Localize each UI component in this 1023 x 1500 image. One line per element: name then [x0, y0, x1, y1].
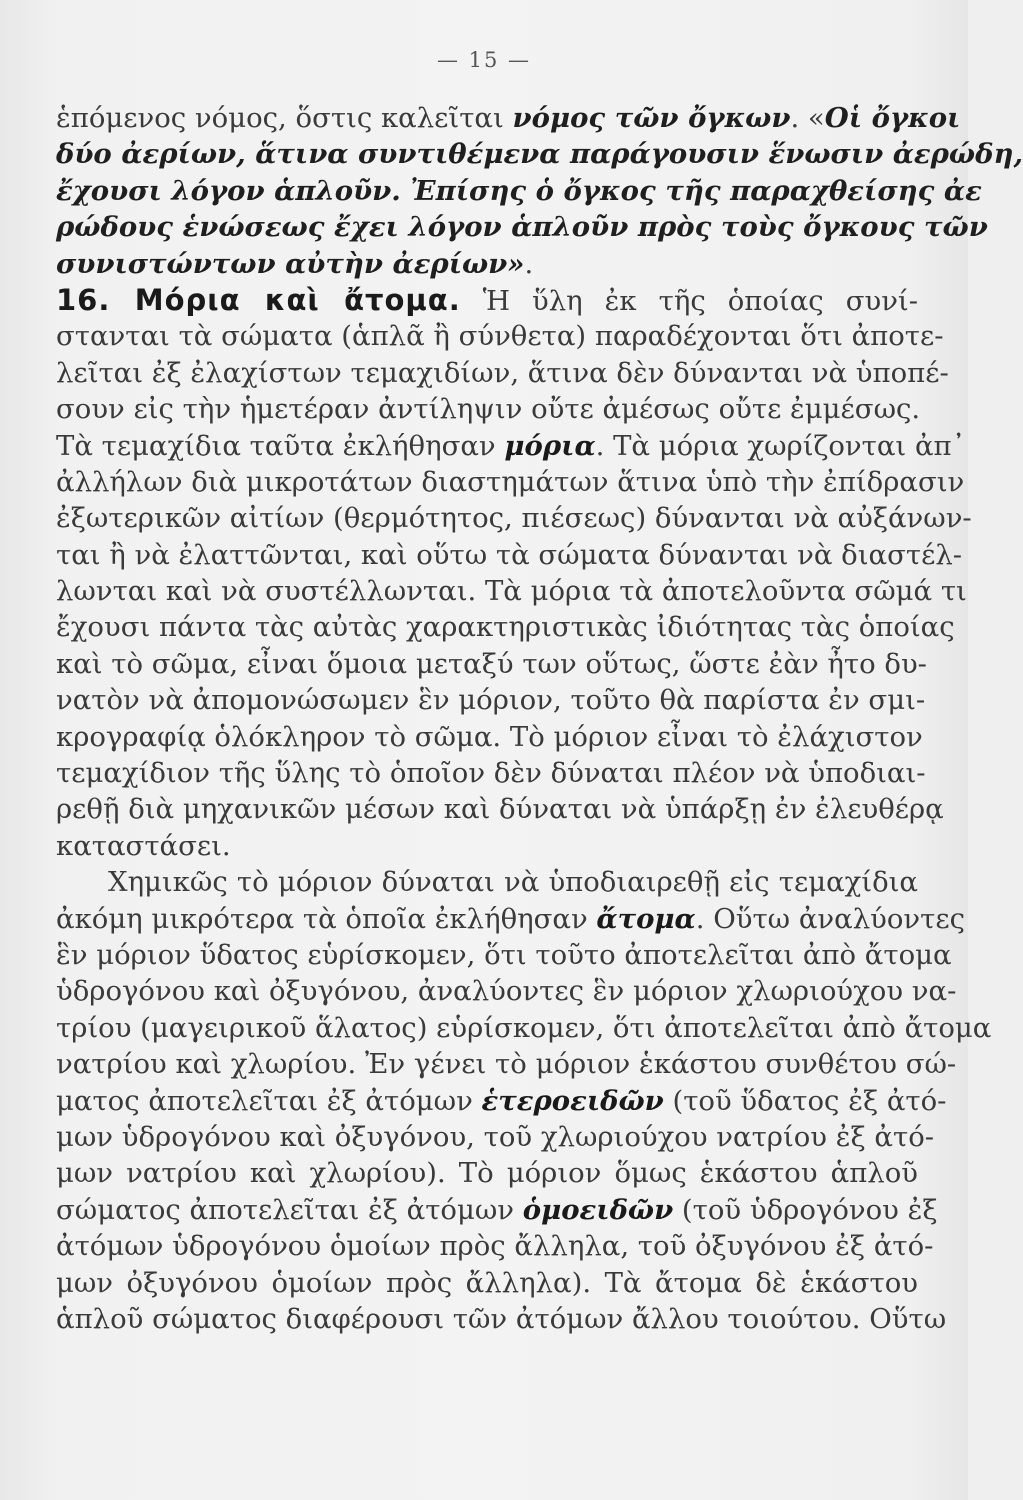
emphasized-text: Οἱ ὄγκοι: [824, 102, 961, 134]
text-run: σώματος ἀποτελεῖται ἐξ ἀτόμων: [56, 1193, 523, 1226]
text-run: ἔχουσι πάντα τὰς αὐτὰς χαρακτηριστικὰς ἰδιότητας τὰς ὁποίας: [56, 611, 955, 644]
text-line: [56, 791, 944, 827]
text-run: Χημικῶς τὸ μόριον δύναται νὰ ὑποδιαιρεθῇ εἰς τεμαχίδια: [108, 866, 918, 899]
emphasized-text: ἄτομα: [596, 902, 696, 935]
text-run: λωνται καὶ νὰ συστέλλωνται. Τὰ μόρια τὰ ἀποτελοῦντα σῶμά τι: [56, 575, 967, 608]
text-run: ἑπόμενος νόμος, ὅστις καλεῖται: [56, 102, 513, 134]
page-number: — 15 —: [436, 48, 532, 72]
text-run: ἀτόμων ὑδρογόνου ὁμοίων πρὸς ἄλληλα, τοῦ ὀξυγόνου ἐξ ἀτό-: [56, 1230, 934, 1263]
text-line: [56, 1155, 918, 1191]
text-line: [56, 1119, 935, 1155]
text-line: [56, 100, 961, 136]
text-line: [56, 246, 918, 282]
text-line: [56, 573, 967, 609]
text-line: [56, 136, 1023, 172]
text-line: [56, 973, 957, 1009]
text-line: [56, 1301, 947, 1337]
text-line: [56, 500, 972, 536]
text-line: [56, 1192, 938, 1228]
text-line: [56, 828, 918, 864]
text-line: [56, 1083, 947, 1119]
text-run: νατρίου καὶ χλωρίου. Ἐν γένει τὸ μόριον ἑκάστου συνθέτου σώ-: [56, 1048, 957, 1081]
emphasized-text: ἔχουσι λόγον ἁπλοῦν. Ἐπίσης ὁ ὄγκος τῆς παραχθείσης ἀε: [56, 174, 982, 207]
text-line: [56, 755, 926, 791]
text-line: [56, 428, 966, 464]
text-run: .: [524, 247, 534, 280]
text-run: ἀλλήλων διὰ μικροτάτων διαστημάτων ἅτινα ὑπὸ τὴν ἐπίδρασιν: [56, 465, 965, 498]
text-run: . Οὕτω ἀναλύοντες: [695, 902, 965, 935]
text-line: [56, 318, 944, 354]
text-run: ἐξωτερικῶν αἰτίων (θερμότητος, πιέσεως) δύνανται νὰ αὐξάνων-: [56, 502, 972, 535]
emphasized-text: ὁμοειδῶν: [522, 1193, 674, 1226]
text-line: [56, 537, 963, 573]
text-run: (τοῦ ὑδρογόνου ἐξ: [673, 1193, 938, 1226]
text-run: ματος ἀποτελεῖται ἐξ ἀτόμων: [56, 1084, 482, 1117]
text-run: . «: [790, 102, 825, 134]
text-run: τρίου (μαγειρικοῦ ἅλατος) εὑρίσκομεν, ὅτι ἀποτελεῖται ἀπὸ ἄτομα: [56, 1011, 992, 1044]
text-run: καὶ τὸ σῶμα, εἶναι ὅμοια μεταξύ των οὕτως, ὥστε ἐὰν ἦτο δυ-: [56, 647, 927, 680]
text-run: ρεθῇ διὰ μηχανικῶν μέσων καὶ δύναται νὰ ὑπάρξῃ ἐν ἐλευθέρᾳ: [56, 793, 944, 826]
text-run: μων ὀξυγόνου ὁμοίων πρὸς ἄλληλα). Τὰ ἄτομα δὲ ἑκάστου: [56, 1266, 918, 1299]
text-run: κρογραφίᾳ ὁλόκληρον τὸ σῶμα. Τὸ μόριον εἶναι τὸ ἐλάχιστον: [56, 720, 923, 753]
text-run: καταστάσει.: [56, 829, 231, 862]
text-run: ἁπλοῦ σώματος διαφέρουσι τῶν ἀτόμων ἄλλου τοιούτου. Οὕτω: [56, 1302, 947, 1335]
emphasized-text: νόμος τῶν ὄγκων: [512, 102, 791, 134]
emphasized-text: συνιστώντων αὐτὴν ἀερίων»: [56, 247, 525, 280]
text-run: Ἡ ὕλη ἐκ τῆς ὁποίας συνί-: [460, 284, 918, 317]
emphasized-text: δύο ἀερίων, ἅτινα συντιθέμενα παράγουσιν ἕνωσιν ἀερώδη,: [56, 138, 1023, 171]
text-line: [56, 682, 926, 718]
text-line: [56, 864, 918, 900]
text-run: τεμαχίδιον τῆς ὕλης τὸ ὁποῖον δὲν δύναται πλέον νὰ ὑποδιαι-: [56, 757, 926, 790]
text-line: [56, 609, 955, 645]
text-run: ται ἢ νὰ ἐλαττῶνται, καὶ οὕτω τὰ σώματα δύνανται νὰ διαστέλ-: [56, 538, 963, 571]
text-run: στανται τὰ σώματα (ἁπλᾶ ἢ σύνθετα) παραδέχονται ὅτι ἀποτε-: [56, 320, 944, 353]
text-line: [56, 1046, 957, 1082]
emphasized-text: ἑτεροειδῶν: [481, 1084, 664, 1117]
text-line: [56, 391, 921, 427]
text-line: [56, 173, 982, 209]
text-run: νατὸν νὰ ἀπομονώσωμεν ἓν μόριον, τοῦτο θὰ παρίστα ἐν σμι-: [56, 684, 926, 717]
text-line: [56, 209, 988, 245]
text-run: (τοῦ ὕδατος ἐξ ἀτό-: [663, 1084, 947, 1117]
text-line: [56, 355, 949, 391]
body-text: [56, 100, 1023, 1337]
emphasized-text: μόρια: [504, 429, 596, 462]
text-run: μων νατρίου καὶ χλωρίου). Τὸ μόριον ὅμως ἑκάστου ἁπλοῦ: [56, 1157, 918, 1190]
text-line: [56, 719, 923, 755]
text-line: [56, 1010, 992, 1046]
text-run: Τὰ τεμαχίδια ταῦτα ἐκλήθησαν: [56, 429, 505, 462]
text-line: [56, 464, 965, 500]
emphasized-text: ρώδους ἑνώσεως ἔχει λόγον ἁπλοῦν πρὸς τοὺς ὄγκους τῶν: [56, 211, 988, 244]
text-run: μων ὑδρογόνου καὶ ὀξυγόνου, τοῦ χλωριούχου νατρίου ἐξ ἀτό-: [56, 1120, 935, 1153]
text-line: [56, 1265, 918, 1301]
text-run: ὑδρογόνου καὶ ὀξυγόνου, ἀναλύοντες ἓν μόριον χλωριούχου να-: [56, 975, 957, 1008]
text-line: [56, 901, 965, 937]
text-line: [56, 282, 918, 318]
text-line: [56, 937, 952, 973]
text-run: . Τὰ μόρια χωρίζονται ἀπ᾽: [595, 429, 966, 462]
text-line: [56, 1228, 934, 1264]
text-run: λεῖται ἐξ ἐλαχίστων τεμαχιδίων, ἅτινα δὲν δύνανται νὰ ὑποπέ-: [56, 356, 949, 389]
text-run: ἀκόμη μικρότερα τὰ ὁποῖα ἐκλήθησαν: [56, 902, 597, 935]
text-run: ἓν μόριον ὕδατος εὑρίσκομεν, ὅτι τοῦτο ἀποτελεῖται ἀπὸ ἄτομα: [56, 938, 952, 971]
text-run: σουν εἰς τὴν ἡμετέραν ἀντίληψιν οὔτε ἀμέσως οὔτε ἐμμέσως.: [56, 393, 921, 426]
text-line: [56, 646, 927, 682]
section-heading: 16. Μόρια καὶ ἄτομα.: [56, 282, 461, 317]
